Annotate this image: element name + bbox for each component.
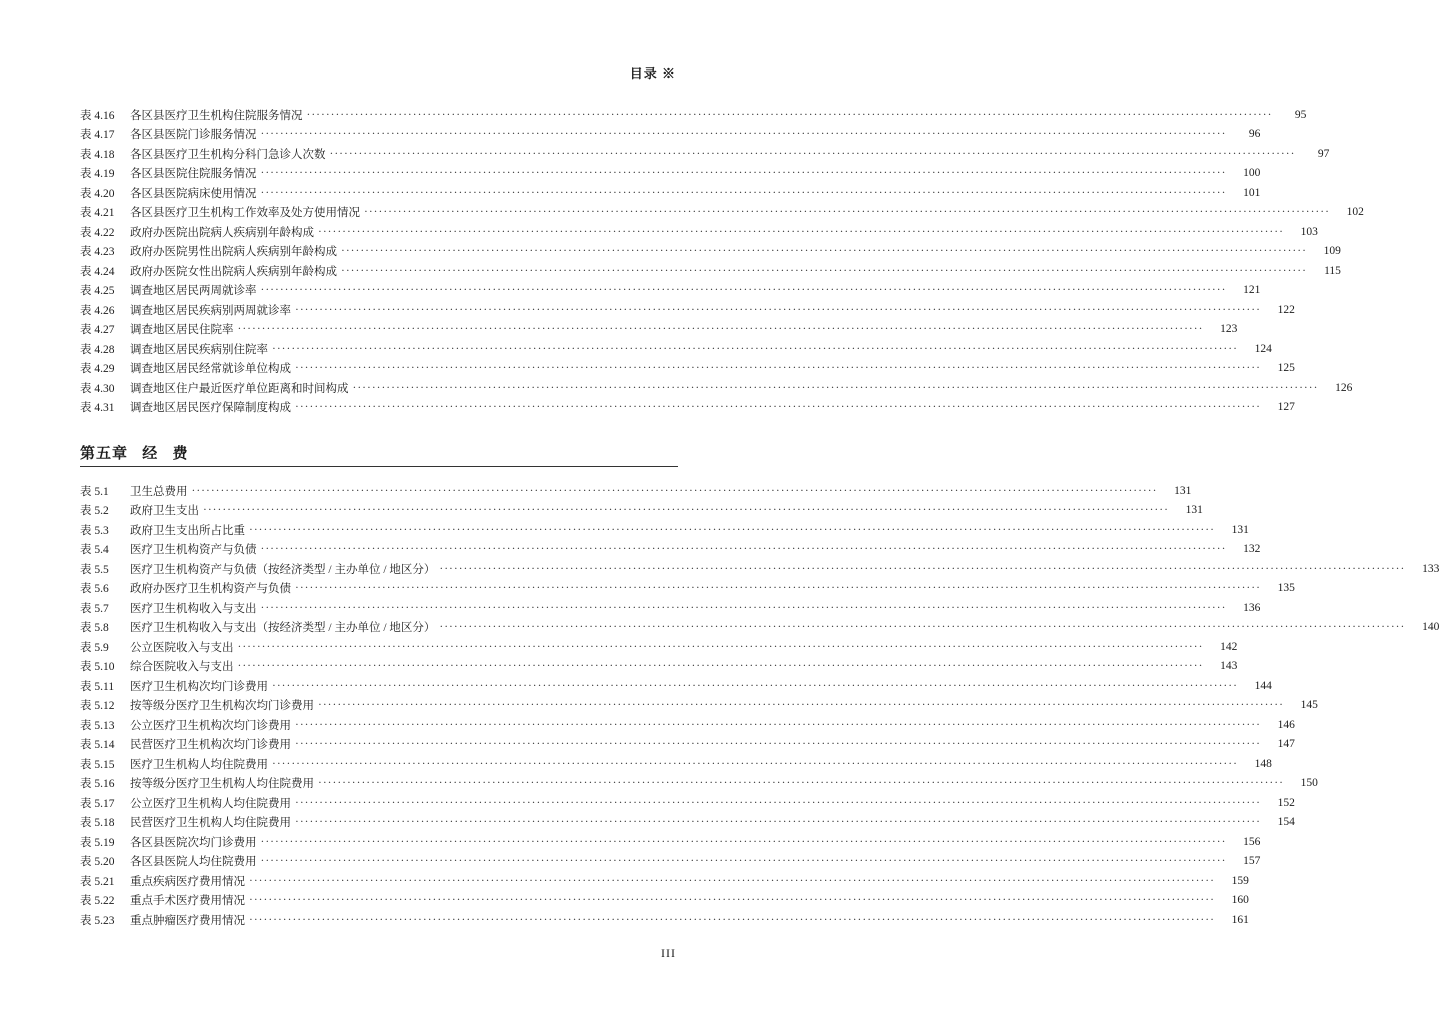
toc-entry-label: 表 4.16	[80, 109, 115, 122]
toc-entry-title: 医疗卫生机构收入与支出	[130, 602, 257, 615]
toc-entry-page: 146	[1277, 718, 1295, 731]
toc-leader-dots: ········································································································································································································	[260, 835, 1227, 848]
toc-entry-page: 142	[1220, 640, 1238, 653]
toc-leader-dots: ········································································································································································································	[191, 484, 1158, 497]
toc-leader-dots: ········································································································································································································	[318, 777, 1284, 790]
toc-leader-dots: ········································································································································································································	[295, 303, 1261, 316]
chapter-rule	[80, 466, 678, 467]
toc-entry-label: 表 5.1	[80, 485, 109, 498]
toc-entry-title: 民营医疗卫生机构次均门诊费用	[130, 739, 291, 752]
toc-entry-title: 各区县医疗卫生机构分科门急诊人次数	[130, 148, 326, 161]
toc-entry-page: 140	[1422, 621, 1439, 634]
toc-entry-label: 表 4.31	[80, 402, 115, 415]
toc-entry-label: 表 5.10	[80, 661, 115, 674]
toc-entry[interactable]	[80, 637, 1238, 657]
toc-entry[interactable]	[80, 501, 1203, 521]
toc-entry[interactable]	[80, 871, 1249, 891]
toc-entry-label: 表 5.9	[80, 641, 109, 654]
toc-leader-dots: ········································································································································································································	[306, 108, 1273, 121]
toc-entry-page: 102	[1346, 206, 1364, 219]
toc-entry[interactable]	[80, 183, 1261, 203]
toc-entry-title: 各区县医疗卫生机构住院服务情况	[130, 109, 303, 122]
toc-entry-title: 调查地区居民疾病别两周就诊率	[130, 304, 291, 317]
toc-entry-page: 95	[1294, 108, 1307, 121]
toc-entry-page: 125	[1277, 362, 1295, 375]
toc-leader-dots: ········································································································································································································	[352, 381, 1319, 394]
toc-entry-title: 各区县医院次均门诊费用	[130, 836, 257, 849]
toc-leader-dots: ········································································································································································································	[341, 264, 1307, 277]
toc-leader-dots: ········································································································································································································	[318, 699, 1284, 712]
toc-entry[interactable]	[80, 774, 1318, 794]
toc-entry[interactable]	[80, 618, 1439, 638]
toc-entry-label: 表 5.15	[80, 758, 115, 771]
toc-entry-title: 各区县医院病床使用情况	[130, 187, 257, 200]
toc-entry[interactable]	[80, 754, 1272, 774]
toc-leader-dots: ········································································································································································································	[249, 913, 1215, 926]
toc-entry-title: 医疗卫生机构次均门诊费用	[130, 680, 268, 693]
toc-entry[interactable]	[80, 910, 1249, 930]
toc-entry-title: 公立医疗卫生机构人均住院费用	[130, 797, 291, 810]
toc-entry-title: 政府办医院男性出院病人疾病别年龄构成	[130, 246, 337, 259]
toc-entry-page: 150	[1300, 777, 1318, 790]
toc-entry-page: 131	[1231, 523, 1249, 536]
toc-entry-title: 卫生总费用	[130, 485, 188, 498]
toc-entry-label: 表 4.28	[80, 343, 115, 356]
toc-entry-title: 调查地区住户最近医疗单位距离和时间构成	[130, 382, 349, 395]
toc-leader-dots: ········································································································································································································	[260, 128, 1227, 141]
toc-leader-dots: ········································································································································································································	[318, 225, 1284, 238]
toc-leader-dots: ········································································································································································································	[249, 523, 1215, 536]
toc-entry[interactable]	[80, 676, 1272, 696]
toc-entry[interactable]	[80, 105, 1307, 125]
toc-entry[interactable]	[80, 540, 1261, 560]
toc-entry[interactable]	[80, 144, 1330, 164]
chapter-title: 第五章 经 费	[80, 446, 189, 462]
toc-entry[interactable]	[80, 320, 1238, 340]
toc-leader-dots: ········································································································································································································	[341, 245, 1307, 258]
toc-entry-title: 按等级分医疗卫生机构次均门诊费用	[130, 700, 314, 713]
toc-entry-page: 144	[1254, 679, 1272, 692]
toc-entry-title: 各区县医院人均住院费用	[130, 856, 257, 869]
toc-leader-dots: ········································································································································································································	[295, 738, 1261, 751]
toc-entry-label: 表 5.21	[80, 875, 115, 888]
toc-entry-page: 154	[1277, 816, 1295, 829]
toc-entry[interactable]	[80, 559, 1439, 579]
toc-entry-label: 表 5.23	[80, 914, 115, 927]
toc-entry-title: 政府办医院女性出院病人疾病别年龄构成	[130, 265, 337, 278]
toc-leader-dots: ········································································································································································································	[295, 362, 1261, 375]
toc-entry-page: 157	[1243, 855, 1261, 868]
toc-entry-label: 表 5.3	[80, 524, 109, 537]
toc-entry-label: 表 5.5	[80, 563, 109, 576]
toc-entry-title: 政府卫生支出所占比重	[130, 524, 245, 537]
toc-entry-page: 147	[1277, 738, 1295, 751]
toc-entry-title: 调查地区居民疾病别住院率	[130, 343, 268, 356]
toc-entry[interactable]	[80, 203, 1364, 223]
toc-leader-dots: ········································································································································································································	[260, 543, 1227, 556]
toc-entry-page: 126	[1335, 381, 1353, 394]
toc-leader-dots: ········································································································································································································	[272, 679, 1238, 692]
toc-leader-dots: ········································································································································································································	[260, 284, 1227, 297]
toc-leader-dots: ········································································································································································································	[295, 401, 1261, 414]
toc-entry-title: 各区县医院门诊服务情况	[130, 129, 257, 142]
toc-leader-dots: ········································································································································································································	[272, 757, 1238, 770]
toc-entry[interactable]	[80, 657, 1238, 677]
toc-entry-label: 表 4.25	[80, 285, 115, 298]
toc-entry[interactable]	[80, 520, 1249, 540]
page-number: III	[661, 946, 676, 960]
toc-leader-dots: ········································································································································································································	[237, 323, 1204, 336]
toc-entry-title: 调查地区居民医疗保障制度构成	[130, 402, 291, 415]
toc-entry-title: 政府办医院出院病人疾病别年龄构成	[130, 226, 314, 239]
toc-entry-page: 131	[1174, 484, 1192, 497]
toc-leader-dots: ········································································································································································································	[260, 167, 1227, 180]
toc-entry-page: 135	[1277, 582, 1295, 595]
toc-entry-page: 115	[1324, 264, 1341, 277]
toc-leader-dots: ········································································································································································································	[260, 186, 1227, 199]
toc-entry-title: 综合医院收入与支出	[130, 661, 234, 674]
toc-entry[interactable]	[80, 891, 1249, 911]
toc-entry-page: 103	[1300, 225, 1318, 238]
toc-entry-label: 表 5.13	[80, 719, 115, 732]
toc-entry-page: 145	[1300, 699, 1318, 712]
toc-leader-dots: ········································································································································································································	[260, 601, 1227, 614]
toc-entry-page: 96	[1248, 128, 1261, 141]
toc-leader-dots: ········································································································································································································	[237, 660, 1204, 673]
toc-entry-label: 表 4.27	[80, 324, 115, 337]
toc-entry[interactable]	[80, 261, 1341, 281]
toc-entry-title: 各区县医疗卫生机构工作效率及处方使用情况	[130, 207, 360, 220]
toc-entry[interactable]	[80, 398, 1295, 418]
toc-entry-page: 133	[1422, 562, 1439, 575]
toc-entry-title: 民营医疗卫生机构人均住院费用	[130, 817, 291, 830]
toc-entry-label: 表 5.11	[80, 680, 115, 693]
toc-section-4	[80, 105, 1364, 417]
toc-entry-label: 表 5.6	[80, 583, 109, 596]
toc-entry-label: 表 4.23	[80, 246, 115, 259]
toc-leader-dots: ········································································································································································································	[364, 206, 1330, 219]
toc-entry-label: 表 5.16	[80, 778, 115, 791]
toc-entry-label: 表 5.22	[80, 895, 115, 908]
toc-entry-label: 表 4.21	[80, 207, 115, 220]
toc-leader-dots: ········································································································································································································	[237, 640, 1204, 653]
toc-leader-dots: ········································································································································································································	[439, 562, 1406, 575]
toc-entry-title: 公立医疗卫生机构次均门诊费用	[130, 719, 291, 732]
toc-entry-label: 表 5.7	[80, 602, 109, 615]
toc-entry-title: 政府卫生支出	[130, 505, 199, 518]
toc-leader-dots: ········································································································································································································	[203, 504, 1169, 517]
toc-entry-page: 121	[1243, 284, 1261, 297]
toc-entry[interactable]	[80, 281, 1261, 301]
toc-leader-dots: ········································································································································································································	[295, 718, 1261, 731]
toc-entry-title: 医疗卫生机构人均住院费用	[130, 758, 268, 771]
toc-leader-dots: ········································································································································································································	[439, 621, 1406, 634]
toc-entry-title: 按等级分医疗卫生机构人均住院费用	[130, 778, 314, 791]
toc-entry-label: 表 4.19	[80, 168, 115, 181]
toc-leader-dots: ········································································································································································································	[295, 582, 1261, 595]
toc-entry-page: 160	[1231, 894, 1249, 907]
toc-entry-label: 表 5.17	[80, 797, 115, 810]
toc-entry-title: 政府办医疗卫生机构资产与负债	[130, 583, 291, 596]
toc-entry-page: 143	[1220, 660, 1238, 673]
toc-entry-page: 109	[1323, 245, 1341, 258]
toc-entry-page: 159	[1231, 874, 1249, 887]
toc-entry[interactable]	[80, 222, 1318, 242]
toc-entry-title: 重点疾病医疗费用情况	[130, 875, 245, 888]
toc-entry-page: 101	[1243, 186, 1261, 199]
toc-leader-dots: ········································································································································································································	[249, 894, 1215, 907]
toc-entry-page: 132	[1243, 543, 1261, 556]
toc-entry-page: 161	[1231, 913, 1249, 926]
toc-entry[interactable]	[80, 735, 1295, 755]
running-header: 目录 ※	[629, 66, 676, 81]
toc-entry[interactable]	[80, 598, 1261, 618]
toc-entry-page: 123	[1220, 323, 1238, 336]
toc-entry-title: 重点肿瘤医疗费用情况	[130, 914, 245, 927]
toc-entry-page: 127	[1277, 401, 1295, 414]
toc-entry-label: 表 4.26	[80, 304, 115, 317]
toc-entry[interactable]	[80, 339, 1272, 359]
toc-entry-label: 表 5.8	[80, 622, 109, 635]
toc-entry-page: 100	[1243, 167, 1261, 180]
toc-entry-title: 医疗卫生机构资产与负债	[130, 544, 257, 557]
toc-entry-title: 调查地区居民经常就诊单位构成	[130, 363, 291, 376]
toc-entry-title: 各区县医院住院服务情况	[130, 168, 257, 181]
toc-entry-label: 表 4.20	[80, 187, 115, 200]
toc-entry-label: 表 5.14	[80, 739, 115, 752]
toc-leader-dots: ········································································································································································································	[260, 855, 1227, 868]
toc-entry-label: 表 5.20	[80, 856, 115, 869]
toc-entry-page: 124	[1254, 342, 1272, 355]
toc-entry[interactable]	[80, 125, 1261, 145]
toc-entry-page: 152	[1277, 796, 1295, 809]
toc-entry-label: 表 4.24	[80, 265, 115, 278]
toc-entry[interactable]	[80, 300, 1295, 320]
toc-entry-page: 131	[1185, 504, 1203, 517]
toc-entry-title: 公立医院收入与支出	[130, 641, 234, 654]
toc-entry-label: 表 5.19	[80, 836, 115, 849]
toc-section-5	[80, 481, 1439, 930]
toc-leader-dots: ········································································································································································································	[249, 874, 1215, 887]
toc-entry[interactable]	[80, 813, 1295, 833]
toc-entry[interactable]	[80, 696, 1318, 716]
toc-entry-label: 表 5.12	[80, 700, 115, 713]
toc-entry[interactable]	[80, 793, 1295, 813]
toc-entry-title: 调查地区居民住院率	[130, 324, 234, 337]
toc-entry-label: 表 4.29	[80, 363, 115, 376]
toc-entry[interactable]	[80, 378, 1353, 398]
toc-entry-page: 136	[1243, 601, 1261, 614]
toc-entry[interactable]	[80, 852, 1261, 872]
toc-entry[interactable]	[80, 832, 1261, 852]
toc-entry-label: 表 4.30	[80, 382, 115, 395]
toc-entry-label: 表 4.17	[80, 129, 115, 142]
toc-entry-label: 表 4.22	[80, 226, 115, 239]
toc-leader-dots: ········································································································································································································	[272, 342, 1238, 355]
toc-leader-dots: ········································································································································································································	[295, 796, 1261, 809]
toc-entry-label: 表 5.2	[80, 505, 109, 518]
toc-entry[interactable]	[80, 715, 1295, 735]
toc-entry[interactable]	[80, 481, 1192, 501]
toc-leader-dots: ········································································································································································································	[295, 816, 1261, 829]
toc-entry-title: 调查地区居民两周就诊率	[130, 285, 257, 298]
toc-entry-page: 97	[1317, 147, 1330, 160]
toc-entry-title: 医疗卫生机构资产与负债（按经济类型 / 主办单位 / 地区分）	[130, 563, 436, 576]
toc-entry-label: 表 5.4	[80, 544, 109, 557]
toc-entry-page: 122	[1277, 303, 1295, 316]
toc-entry-page: 156	[1243, 835, 1261, 848]
toc-entry[interactable]	[80, 579, 1295, 599]
toc-entry[interactable]	[80, 242, 1341, 262]
toc-entry-title: 重点手术医疗费用情况	[130, 895, 245, 908]
toc-entry-page: 148	[1254, 757, 1272, 770]
toc-entry[interactable]	[80, 164, 1261, 184]
toc-entry-label: 表 5.18	[80, 817, 115, 830]
toc-entry-title: 医疗卫生机构收入与支出（按经济类型 / 主办单位 / 地区分）	[130, 622, 436, 635]
toc-leader-dots: ········································································································································································································	[329, 147, 1296, 160]
toc-entry-label: 表 4.18	[80, 148, 115, 161]
toc-entry[interactable]	[80, 359, 1295, 379]
